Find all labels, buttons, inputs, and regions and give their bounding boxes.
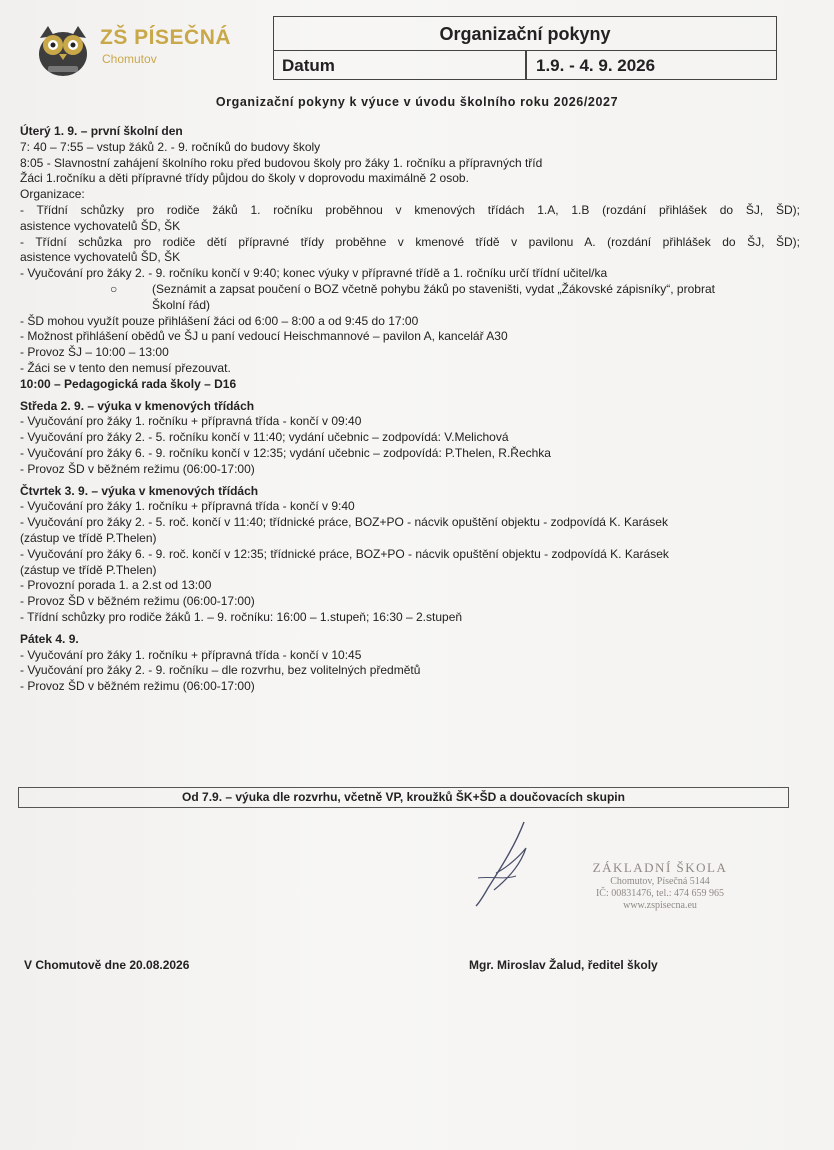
stamp-website: www.zspisecna.eu bbox=[623, 900, 697, 911]
body-line: - Vyučování pro žáky 2. - 9. ročníku končí v 9:40; konec výuky v přípravné třídě a 1. ročníku určí třídní učitel/ka bbox=[20, 266, 608, 281]
body-line: - Provozní porada 1. a 2.st od 13:00 bbox=[20, 578, 212, 593]
schedule-notice-box: Od 7.9. – výuka dle rozvrhu, včetně VP, kroužků ŠK+ŠD a doučovacích skupin bbox=[18, 787, 789, 808]
date-label: Datum bbox=[282, 56, 335, 75]
body-line: - Vyučování pro žáky 1. ročníku + přípravná třída - končí v 10:45 bbox=[20, 647, 362, 662]
body-line: - Vyučování pro žáky 1. ročníku + přípravná třída - končí v 09:40 bbox=[20, 414, 362, 429]
pedagogical-council-line: 10:00 – Pedagogická rada školy – D16 bbox=[20, 376, 237, 391]
body-line: - Třídní schůzky pro rodiče žáků 1. – 9. ročníku: 16:00 – 1.stupeň; 16:30 – 2.stupeň bbox=[20, 609, 463, 624]
body-line: - Možnost přihlášení obědů ve ŠJ u paní vedoucí Heischmannové – pavilon A, kancelář A30 bbox=[20, 329, 508, 344]
day-heading-thursday: Čtvrtek 3. 9. – výuka v kmenových třídách bbox=[20, 483, 259, 498]
body-line: 8:05 - Slavnostní zahájení školního roku před budovou školy pro žáky 1. ročníku a přípravných tříd bbox=[20, 155, 543, 170]
body-line: - Vyučování pro žáky 6. - 9. ročníku končí v 12:35; vydání učebnic – zodpovídá: P.Thelen, R.Řechka bbox=[20, 445, 551, 460]
body-line: - ŠD mohou využít pouze přihlášení žáci od 6:00 – 8:00 a od 9:45 do 17:00 bbox=[20, 313, 419, 328]
body-line: - Provoz ŠD v běžném režimu (06:00-17:00) bbox=[20, 679, 255, 694]
body-line: - Provoz ŠD v běžném režimu (06:00-17:00) bbox=[20, 594, 255, 609]
body-line: (zástup ve třídě P.Thelen) bbox=[20, 530, 157, 545]
school-stamp bbox=[540, 860, 780, 940]
day-heading-friday: Pátek 4. 9. bbox=[20, 631, 79, 646]
body-line: 7: 40 – 7:55 – vstup žáků 2. - 9. ročníků do budovy školy bbox=[20, 139, 321, 154]
body-line: - Vyučování pro žáky 6. - 9. roč. končí v 12:35; třídnické práce, BOZ+PO - nácvik opuštění objektu - zodpovídá K. Karásek bbox=[20, 546, 669, 561]
body-line: asistence vychovatelů ŠD, ŠK bbox=[20, 250, 181, 265]
day-heading-wednesday: Středa 2. 9. – výuka v kmenových třídách bbox=[20, 398, 255, 413]
body-line: - Třídní schůzky pro rodiče žáků 1. ročníku proběhnou v kmenových třídách 1.A, 1.B (rozdání přihlášek do ŠJ, ŠD); bbox=[20, 202, 800, 217]
header-title: Organizační pokyny bbox=[274, 17, 776, 51]
logo-city: Chomutov bbox=[102, 52, 157, 66]
body-line: - Vyučování pro žáky 2. - 9. ročníku – dle rozvrhu, bez volitelných předmětů bbox=[20, 663, 421, 678]
body-line: asistence vychovatelů ŠD, ŠK bbox=[20, 218, 181, 233]
place-and-date: V Chomutově dne 20.08.2026 bbox=[24, 958, 190, 972]
sub-bullet-text: (Seznámit a zapsat poučení o BOZ včetně pohybu žáků po staveništi, vydat „Žákovské zápisníky“, probrat bbox=[152, 281, 715, 296]
document-body bbox=[20, 124, 800, 695]
body-line: - Vyučování pro žáky 2. - 5. ročníku končí v 11:40; vydání učebnic – zodpovídá: V.Melichová bbox=[20, 430, 509, 445]
owl-logo-icon bbox=[32, 18, 94, 80]
logo-school-name: ZŠ PÍSEČNÁ bbox=[100, 26, 232, 49]
body-line: (zástup ve třídě P.Thelen) bbox=[20, 562, 157, 577]
body-line: - Vyučování pro žáky 2. - 5. roč. končí v 11:40; třídnické práce, BOZ+PO - nácvik opuštění objektu - zodpovídá K. Karásek bbox=[20, 515, 668, 530]
sub-bullet-cont: Školní řád) bbox=[152, 297, 211, 312]
circle-bullet-icon: ○ bbox=[110, 281, 118, 296]
header-box bbox=[273, 16, 777, 80]
body-line: - Provoz ŠD v běžném režimu (06:00-17:00) bbox=[20, 461, 255, 476]
body-line: Žáci 1.ročníku a děti přípravné třídy půjdou do školy v doprovodu maximálně 2 osob. bbox=[20, 171, 469, 186]
signature-icon bbox=[466, 818, 546, 908]
school-logo bbox=[32, 18, 262, 80]
stamp-ids: IČ: 00831476, tel.: 474 659 965 bbox=[595, 888, 725, 899]
body-line: Organizace: bbox=[20, 187, 85, 202]
sub-bullet bbox=[20, 282, 800, 298]
date-value: 1.9. - 4. 9. 2026 bbox=[536, 56, 656, 75]
body-line: - Provoz ŠJ – 10:00 – 13:00 bbox=[20, 345, 169, 360]
document-title: Organizační pokyny k výuce v úvodu školního roku 2026/2027 bbox=[215, 95, 619, 109]
body-line: - Třídní schůzka pro rodiče dětí přípravné třídy proběhne v kmenové třídě v pavilonu A. (rozdání přihlášek do ŠJ, ŠD); bbox=[20, 234, 800, 249]
body-line: - Vyučování pro žáky 1. ročníku + přípravná třída - končí v 9:40 bbox=[20, 499, 355, 514]
signer-name: Mgr. Miroslav Žalud, ředitel školy bbox=[469, 958, 658, 972]
stamp-address: Chomutov, Písečná 5144 bbox=[610, 876, 710, 887]
stamp-school-name: ZÁKLADNÍ ŠKOLA bbox=[592, 860, 728, 875]
body-line: - Žáci se v tento den nemusí přezouvat. bbox=[20, 360, 231, 375]
day-heading-tuesday: Úterý 1. 9. – první školní den bbox=[20, 124, 183, 138]
header-divider bbox=[525, 50, 527, 79]
